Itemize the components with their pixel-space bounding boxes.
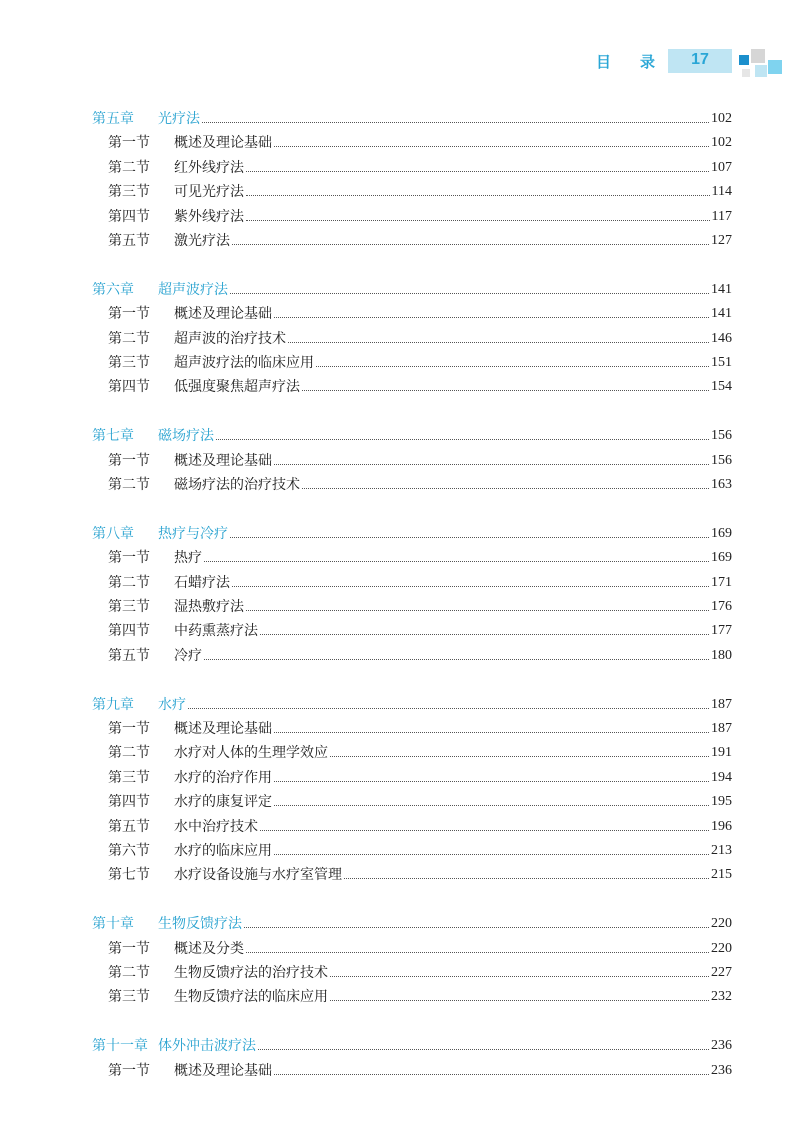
dot-leader: [230, 293, 709, 294]
section-label: 第一节: [108, 550, 150, 567]
dot-leader: [258, 1049, 709, 1050]
chapter-title: 光疗法: [158, 111, 200, 127]
section-title: 水疗设备设施与水疗室管理: [174, 867, 342, 884]
section-title: 低强度聚焦超声疗法: [174, 379, 300, 396]
section-title: 热疗: [174, 550, 202, 567]
toc-section-row[interactable]: [108, 328, 732, 348]
section-page-number: 236: [711, 1062, 732, 1078]
chapter-page-number: 236: [711, 1038, 732, 1054]
header-title-char-2: 录: [640, 53, 656, 71]
section-page-number: 154: [711, 379, 732, 395]
chapter-label: 第五章: [92, 111, 134, 127]
toc-section-row[interactable]: [108, 206, 732, 226]
section-page-number: 232: [711, 989, 732, 1005]
section-page-number: 213: [711, 843, 732, 858]
toc-section-row[interactable]: [108, 864, 732, 884]
dot-leader: [274, 146, 709, 147]
section-title: 可见光疗法: [174, 184, 244, 201]
dot-leader: [330, 976, 709, 977]
section-label: 第二节: [108, 745, 150, 762]
section-page-number: 146: [711, 330, 732, 346]
section-label: 第五节: [108, 233, 150, 249]
section-label: 第三节: [108, 599, 150, 615]
dot-leader: [330, 756, 709, 757]
chapter-title: 磁场疗法: [158, 428, 214, 445]
toc-chapter-row[interactable]: [92, 1035, 732, 1055]
section-label: 第一节: [108, 1062, 150, 1079]
section-title: 水疗的治疗作用: [174, 769, 272, 786]
section-title: 水疗的康复评定: [174, 794, 272, 811]
section-page-number: 177: [711, 623, 732, 639]
section-title: 概述及理论基础: [174, 306, 272, 323]
dot-leader: [274, 1074, 709, 1075]
section-title: 概述及理论基础: [174, 452, 272, 469]
toc-section-row[interactable]: [108, 474, 732, 494]
section-label: 第三节: [108, 769, 150, 786]
toc-chapter-row[interactable]: [92, 694, 732, 714]
section-title: 超声波疗法的临床应用: [174, 355, 314, 371]
decorative-square: [751, 49, 765, 63]
chapter-label: 第九章: [92, 696, 134, 713]
toc-section-row[interactable]: [108, 376, 732, 396]
section-label: 第三节: [108, 989, 150, 1006]
dot-leader: [274, 781, 709, 782]
toc-section-row[interactable]: [108, 620, 732, 640]
toc-section-row[interactable]: [108, 645, 732, 665]
section-page-number: 102: [711, 135, 732, 151]
section-label: 第四节: [108, 623, 150, 640]
dot-leader: [330, 1000, 709, 1001]
chapter-title: 超声波疗法: [158, 281, 228, 298]
dot-leader: [216, 439, 709, 440]
toc-section-row[interactable]: [108, 742, 732, 762]
section-label: 第三节: [108, 355, 150, 371]
toc-chapter-row[interactable]: [92, 108, 732, 128]
chapter-page-number: 102: [711, 111, 732, 126]
section-page-number: 107: [711, 159, 732, 175]
chapter-page-number: 169: [711, 525, 732, 541]
chapter-label: 第七章: [92, 428, 134, 445]
toc-section-row[interactable]: [108, 230, 732, 250]
decorative-square: [739, 55, 749, 65]
toc-section-row[interactable]: [108, 450, 732, 470]
decorative-square: [742, 69, 750, 77]
chapter-title: 体外冲击波疗法: [158, 1038, 256, 1055]
dot-leader: [246, 952, 709, 953]
section-page-number: 171: [711, 574, 732, 590]
section-title: 概述及分类: [174, 940, 244, 957]
dot-leader: [204, 659, 709, 660]
dot-leader: [344, 878, 709, 879]
toc-section-row[interactable]: [108, 181, 732, 201]
section-title: 冷疗: [174, 647, 202, 664]
chapter-label: 第十一章: [92, 1038, 148, 1055]
toc-section-row[interactable]: [108, 767, 732, 787]
section-label: 第二节: [108, 965, 150, 981]
section-title: 概述及理论基础: [174, 721, 272, 737]
dot-leader: [274, 464, 709, 465]
section-page-number: 169: [711, 550, 732, 566]
dot-leader: [274, 805, 709, 806]
section-title: 水疗的临床应用: [174, 843, 272, 859]
dot-leader: [302, 390, 709, 391]
toc-section-row[interactable]: [108, 1060, 732, 1080]
chapter-label: 第六章: [92, 281, 134, 298]
chapter-title: 水疗: [158, 696, 186, 713]
chapter-title: 生物反馈疗法: [158, 916, 242, 933]
section-label: 第五节: [108, 647, 150, 664]
section-label: 第五节: [108, 818, 150, 835]
section-title: 概述及理论基础: [174, 135, 272, 152]
dot-leader: [246, 195, 710, 196]
section-page-number: 194: [711, 769, 732, 785]
section-title: 水疗对人体的生理学效应: [174, 745, 328, 762]
toc-section-row[interactable]: [108, 791, 732, 811]
section-title: 生物反馈疗法的治疗技术: [174, 965, 328, 981]
section-title: 超声波的治疗技术: [174, 330, 286, 347]
chapter-page-number: 141: [711, 281, 732, 297]
section-label: 第二节: [108, 159, 150, 176]
toc-chapter-row[interactable]: [92, 913, 732, 933]
toc-section-row[interactable]: [108, 986, 732, 1006]
section-title: 激光疗法: [174, 233, 230, 249]
section-page-number: 141: [711, 306, 732, 322]
chapter-page-number: 156: [711, 428, 732, 444]
dot-leader: [302, 488, 709, 489]
section-page-number: 114: [711, 184, 732, 200]
section-label: 第六节: [108, 843, 150, 859]
section-label: 第一节: [108, 721, 150, 737]
page-header: [0, 0, 800, 100]
section-label: 第一节: [108, 135, 150, 152]
dot-leader: [188, 708, 709, 709]
page-number: 17: [691, 51, 709, 68]
section-title: 红外线疗法: [174, 159, 244, 176]
chapter-page-number: 220: [711, 916, 732, 932]
toc-section-row[interactable]: [108, 596, 732, 616]
dot-leader: [204, 561, 709, 562]
toc-chapter-row[interactable]: [92, 523, 732, 543]
chapter-page-number: 187: [711, 696, 732, 712]
section-title: 水中治疗技术: [174, 818, 258, 835]
dot-leader: [244, 927, 709, 928]
toc-section-row[interactable]: [108, 962, 732, 982]
toc-section-row[interactable]: [108, 718, 732, 738]
section-page-number: 187: [711, 721, 732, 736]
section-label: 第二节: [108, 477, 150, 493]
section-label: 第四节: [108, 379, 150, 396]
dot-leader: [274, 854, 709, 855]
section-label: 第一节: [108, 940, 150, 957]
section-page-number: 191: [711, 745, 732, 761]
toc-section-row[interactable]: [108, 157, 732, 177]
section-label: 第四节: [108, 794, 150, 811]
decorative-square: [768, 60, 782, 74]
section-label: 第一节: [108, 306, 150, 323]
dot-leader: [230, 537, 709, 538]
toc-section-row[interactable]: [108, 352, 732, 372]
section-page-number: 156: [711, 452, 732, 468]
section-title: 紫外线疗法: [174, 208, 244, 225]
dot-leader: [246, 171, 709, 172]
section-page-number: 220: [711, 940, 732, 956]
dot-leader: [260, 634, 709, 635]
section-label: 第三节: [108, 184, 150, 201]
toc-section-row[interactable]: [108, 938, 732, 958]
section-title: 磁场疗法的治疗技术: [174, 477, 300, 493]
section-page-number: 127: [711, 233, 732, 248]
dot-leader: [246, 610, 709, 611]
section-title: 概述及理论基础: [174, 1062, 272, 1079]
section-page-number: 163: [711, 477, 732, 492]
toc-section-row[interactable]: [108, 572, 732, 592]
decorative-square: [755, 65, 767, 77]
toc-section-row[interactable]: [108, 303, 732, 323]
toc-section-row[interactable]: [108, 816, 732, 836]
dot-leader: [202, 122, 709, 123]
dot-leader: [274, 317, 709, 318]
section-label: 第二节: [108, 330, 150, 347]
section-title: 石蜡疗法: [174, 574, 230, 591]
section-page-number: 117: [711, 208, 732, 224]
dot-leader: [316, 366, 709, 367]
dot-leader: [246, 220, 710, 221]
toc-section-row[interactable]: [108, 132, 732, 152]
dot-leader: [232, 586, 709, 587]
section-page-number: 215: [711, 867, 732, 883]
section-label: 第一节: [108, 452, 150, 469]
section-title: 湿热敷疗法: [174, 599, 244, 615]
chapter-label: 第十章: [92, 916, 134, 933]
section-page-number: 176: [711, 599, 732, 614]
section-page-number: 151: [711, 355, 732, 370]
toc-section-row[interactable]: [108, 547, 732, 567]
section-page-number: 180: [711, 647, 732, 663]
dot-leader: [260, 830, 709, 831]
toc-chapter-row[interactable]: [92, 425, 732, 445]
section-title: 生物反馈疗法的临床应用: [174, 989, 328, 1006]
dot-leader: [232, 244, 709, 245]
section-page-number: 196: [711, 818, 732, 834]
section-page-number: 227: [711, 965, 732, 980]
section-page-number: 195: [711, 794, 732, 810]
header-title-char-1: 目: [596, 53, 612, 71]
section-label: 第七节: [108, 867, 150, 884]
toc-chapter-row[interactable]: [92, 279, 732, 299]
chapter-label: 第八章: [92, 525, 134, 542]
toc-section-row[interactable]: [108, 840, 732, 860]
dot-leader: [288, 342, 709, 343]
section-title: 中药熏蒸疗法: [174, 623, 258, 640]
chapter-title: 热疗与冷疗: [158, 525, 228, 542]
section-label: 第四节: [108, 208, 150, 225]
section-label: 第二节: [108, 574, 150, 591]
dot-leader: [274, 732, 709, 733]
